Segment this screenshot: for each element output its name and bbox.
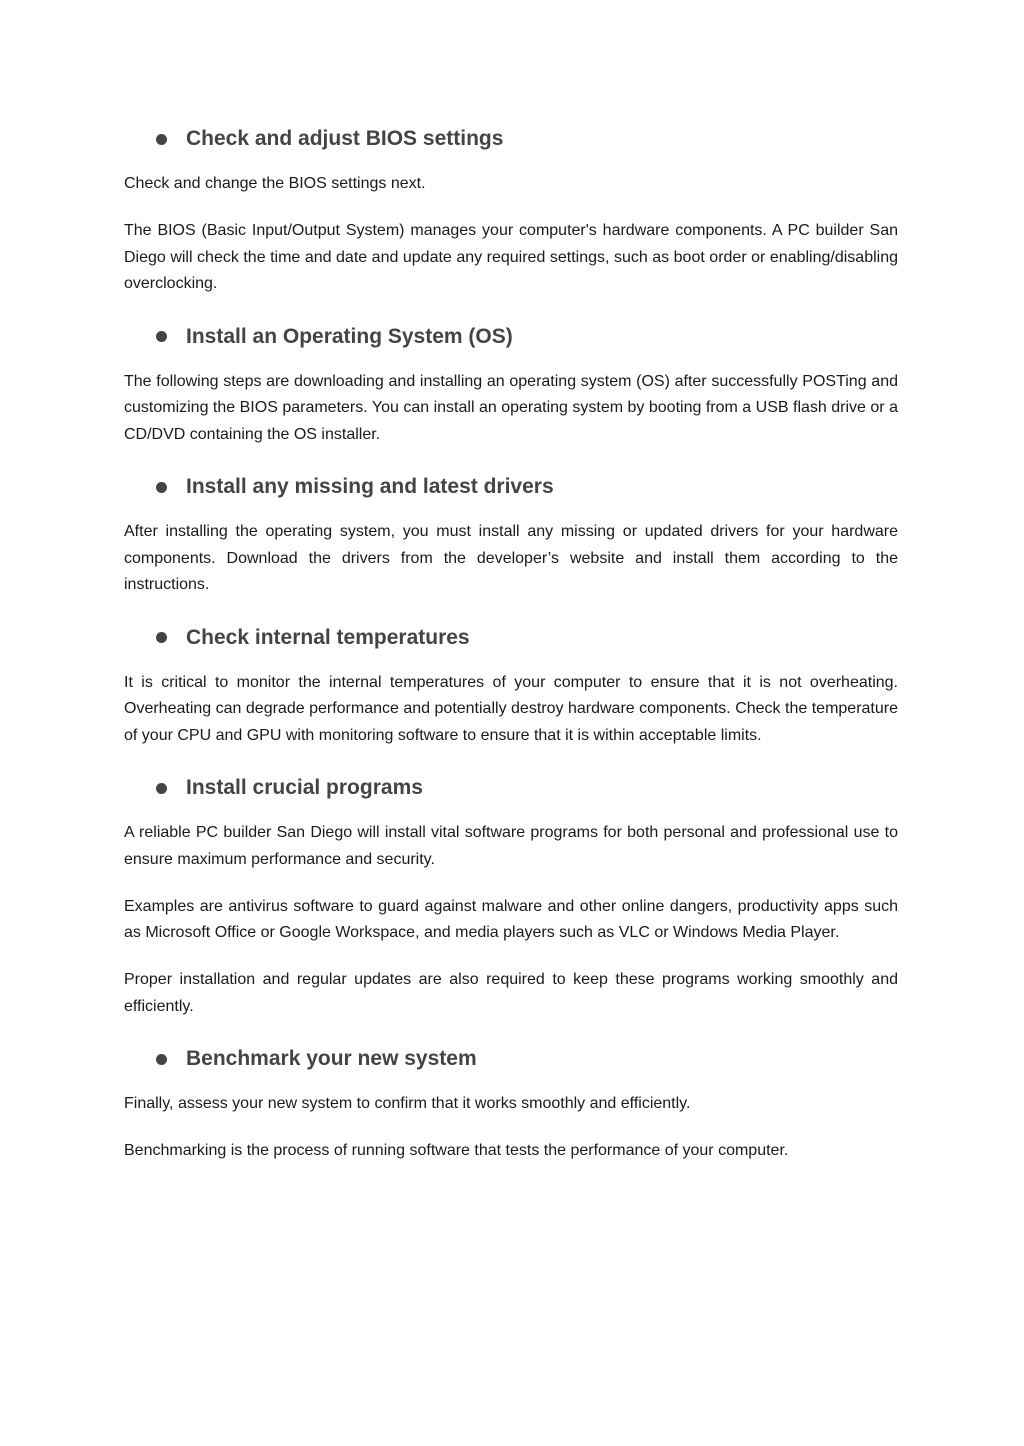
section-heading-text: Install an Operating System (OS) <box>186 324 513 348</box>
section-heading-text: Install any missing and latest drivers <box>186 475 554 498</box>
bullet-icon <box>156 783 167 794</box>
section-heading <box>124 120 898 158</box>
section-heading <box>124 468 898 506</box>
section-heading-text: Install crucial programs <box>186 776 423 799</box>
section-heading-text: Check internal temperatures <box>186 625 470 649</box>
section-heading <box>124 619 898 657</box>
paragraph: A reliable PC builder San Diego will install vital software programs for both personal and professional use to ensure maximum performance and security. <box>124 824 898 868</box>
paragraph: Finally, assess your new system to confirm that it works smoothly and efficiently. <box>124 1095 691 1112</box>
paragraph: Proper installation and regular updates are also required to keep these programs working smoothly and efficiently. <box>124 971 898 1015</box>
paragraph: Benchmarking is the process of running software that tests the performance of your computer. <box>124 1142 789 1159</box>
paragraph: Check and change the BIOS settings next. <box>124 175 426 192</box>
bullet-icon <box>156 1054 167 1065</box>
bullet-icon <box>156 632 167 643</box>
paragraph: The following steps are downloading and installing an operating system (OS) after successfully POSTing and customizing the BIOS parameters. You can install an operating system by booting from a USB flash drive or a CD/DVD containing the OS installer. <box>124 372 898 443</box>
bullet-icon <box>156 482 167 493</box>
paragraph: The BIOS (Basic Input/Output System) manages your computer's hardware components. A PC builder San Diego will check the time and date and update any required settings, such as boot order or enabling/disabling overclocking. <box>124 222 898 292</box>
paragraph: After installing the operating system, you must install any missing or updated drivers for your hardware components. Download the drivers from the developer’s website and install them according to the instructions. <box>124 523 898 593</box>
paragraph: Examples are antivirus software to guard against malware and other online dangers, productivity apps such as Microsoft Office or Google Workspace, and media players such as VLC or Windows Media Player. <box>124 897 898 941</box>
bullet-icon <box>156 331 167 342</box>
bullet-icon <box>156 134 167 145</box>
section-heading-text: Check and adjust BIOS settings <box>186 127 504 150</box>
section-heading <box>124 1040 898 1078</box>
section-heading <box>124 769 898 807</box>
paragraph: It is critical to monitor the internal temperatures of your computer to ensure that it is not overheating. Overheating can degrade performance and potentially destroy hardware components. Check the temperature of your CPU and GPU with monitoring software to ensure that it is within acceptable limits. <box>124 673 898 744</box>
section-heading <box>124 318 898 356</box>
document-page <box>124 120 898 1165</box>
section-heading-text: Benchmark your new system <box>186 1047 477 1070</box>
